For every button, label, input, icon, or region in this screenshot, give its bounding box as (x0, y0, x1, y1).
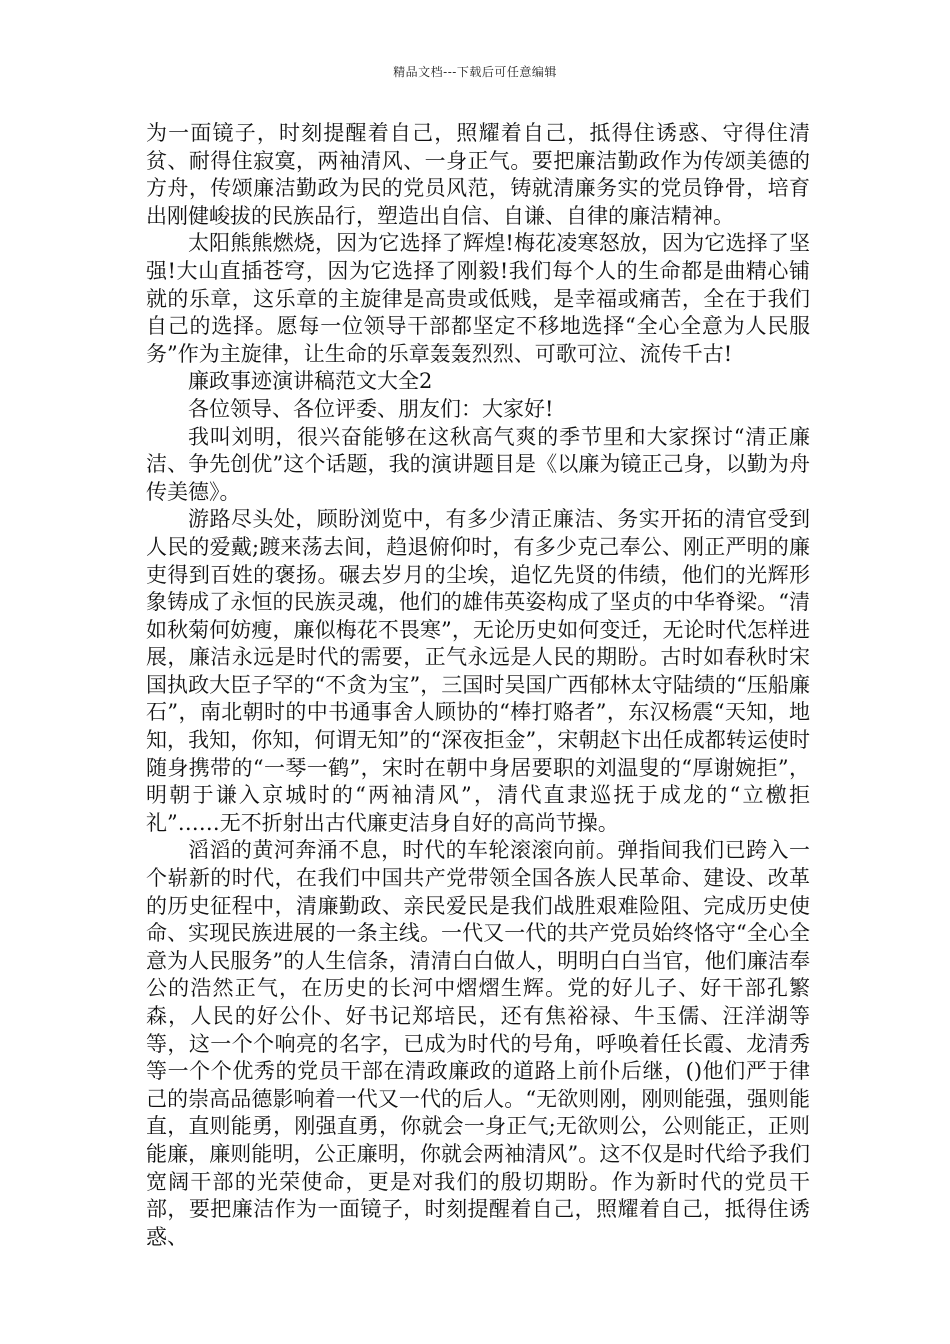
paragraph: 滔滔的黄河奔涌不息，时代的车轮滚滚向前。弹指间我们已跨入一个崭新的时代，在我们中国共产党带领全国各族人民革命、建设、改革的历史征程中，清廉勤政、亲民爱民是我们战胜艰难险阻、完成历史使命、实现民族进展的一条主线。一代又一代的共产党员始终恪守“全心全意为人民服务”的人生信条，清清白白做人，明明白白当官，他们廉洁奉公的浩然正气，在历史的长河中熠熠生辉。党的好儿子、好干部孔繁森，人民的好公仆、好书记郑培民，还有焦裕禄、牛玉儒、汪洋湖等等，这一个个响亮的名字，已成为时代的号角，呼唤着任长霞、龙清秀等一个个优秀的党员干部在清政廉政的道路上前仆后继，()他们严于律己的崇高品德影响着一代又一代的后人。“无欲则刚，刚则能强，强则能直，直则能勇，刚强直勇，你就会一身正气;无欲则公，公则能正，正则能廉，廉则能明，公正廉明，你就会两袖清风”。这不仅是时代给予我们宽阔干部的光荣使命，更是对我们的殷切期盼。作为新时代的党员干部，要把廉洁作为一面镜子，时刻提醒着自己，照耀着自己，抵得住诱惑、 (146, 838, 810, 1249)
greeting: 各位领导、各位评委、朋友们：大家好! (188, 396, 554, 421)
paragraph: 我叫刘明，很兴奋能够在这秋高气爽的季节里和大家探讨“清正廉洁、争先创优”这个话题，我的演讲题目是《以廉为镜正己身，以勤为舟传美德》。 (146, 424, 810, 504)
section-heading: 廉政事迹演讲稿范文大全2 (188, 369, 433, 394)
paragraph: 游路尽头处，顾盼浏览中，有多少清正廉洁、务实开拓的清官受到人民的爱戴;踱来荡去间，趋退俯仰时，有多少克己奉公、刚正严明的廉吏得到百姓的褒扬。碾去岁月的尘埃，追忆先贤的伟绩，他们的光辉形象铸成了永恒的民族灵魂，他们的雄伟英姿构成了坚贞的中华脊梁。“清如秋菊何妨瘦，廉似梅花不畏寒”，无论历史如何变迁，无论时代怎样进展，廉洁永远是时代的需要，正气永远是人民的期盼。古时如春秋时宋国执政大臣子罕的“不贪为宝”，三国时吴国广西郁林太守陆绩的“压船廉石”，南北朝时的中书通事舍人顾协的“棒打赂者”，东汉杨震“天知，地知，我知，你知，何谓无知”的“深夜拒金”，宋朝赵卞出任成都转运使时随身携带的“一琴一鹤”，宋时在朝中身居要职的刘温叟的“厚谢婉拒”，明朝于谦入京城时的“两袖清风”，清代直隶巡抚于成龙的“立檄拒礼”……无不折射出古代廉吏洁身自好的高尚节操。 (146, 507, 810, 835)
paragraph: 太阳熊熊燃烧，因为它选择了辉煌!梅花凌寒怒放，因为它选择了坚强!大山直插苍穹，因为它选择了刚毅!我们每个人的生命都是曲精心铺就的乐章，这乐章的主旋律是高贵或低贱，是幸福或痛苦，全在于我们自己的选择。愿每一位领导干部都坚定不移地选择“全心全意为人民服务”作为主旋律，让生命的乐章轰轰烈烈、可歌可泣、流传千古! (146, 231, 810, 366)
page-header: 精品文档---下载后可任意编辑 (393, 65, 557, 79)
document-body (146, 120, 810, 1251)
paragraph: 为一面镜子，时刻提醒着自己，照耀着自己，抵得住诱惑、守得住清贫、耐得住寂寞，两袖清风、一身正气。要把廉洁勤政作为传颂美德的方舟，传颂廉洁勤政为民的党员风范，铸就清廉务实的党员铮骨，培育出刚健峻拔的民族品行，塑造出自信、自谦、自律的廉洁精神。 (146, 121, 810, 228)
